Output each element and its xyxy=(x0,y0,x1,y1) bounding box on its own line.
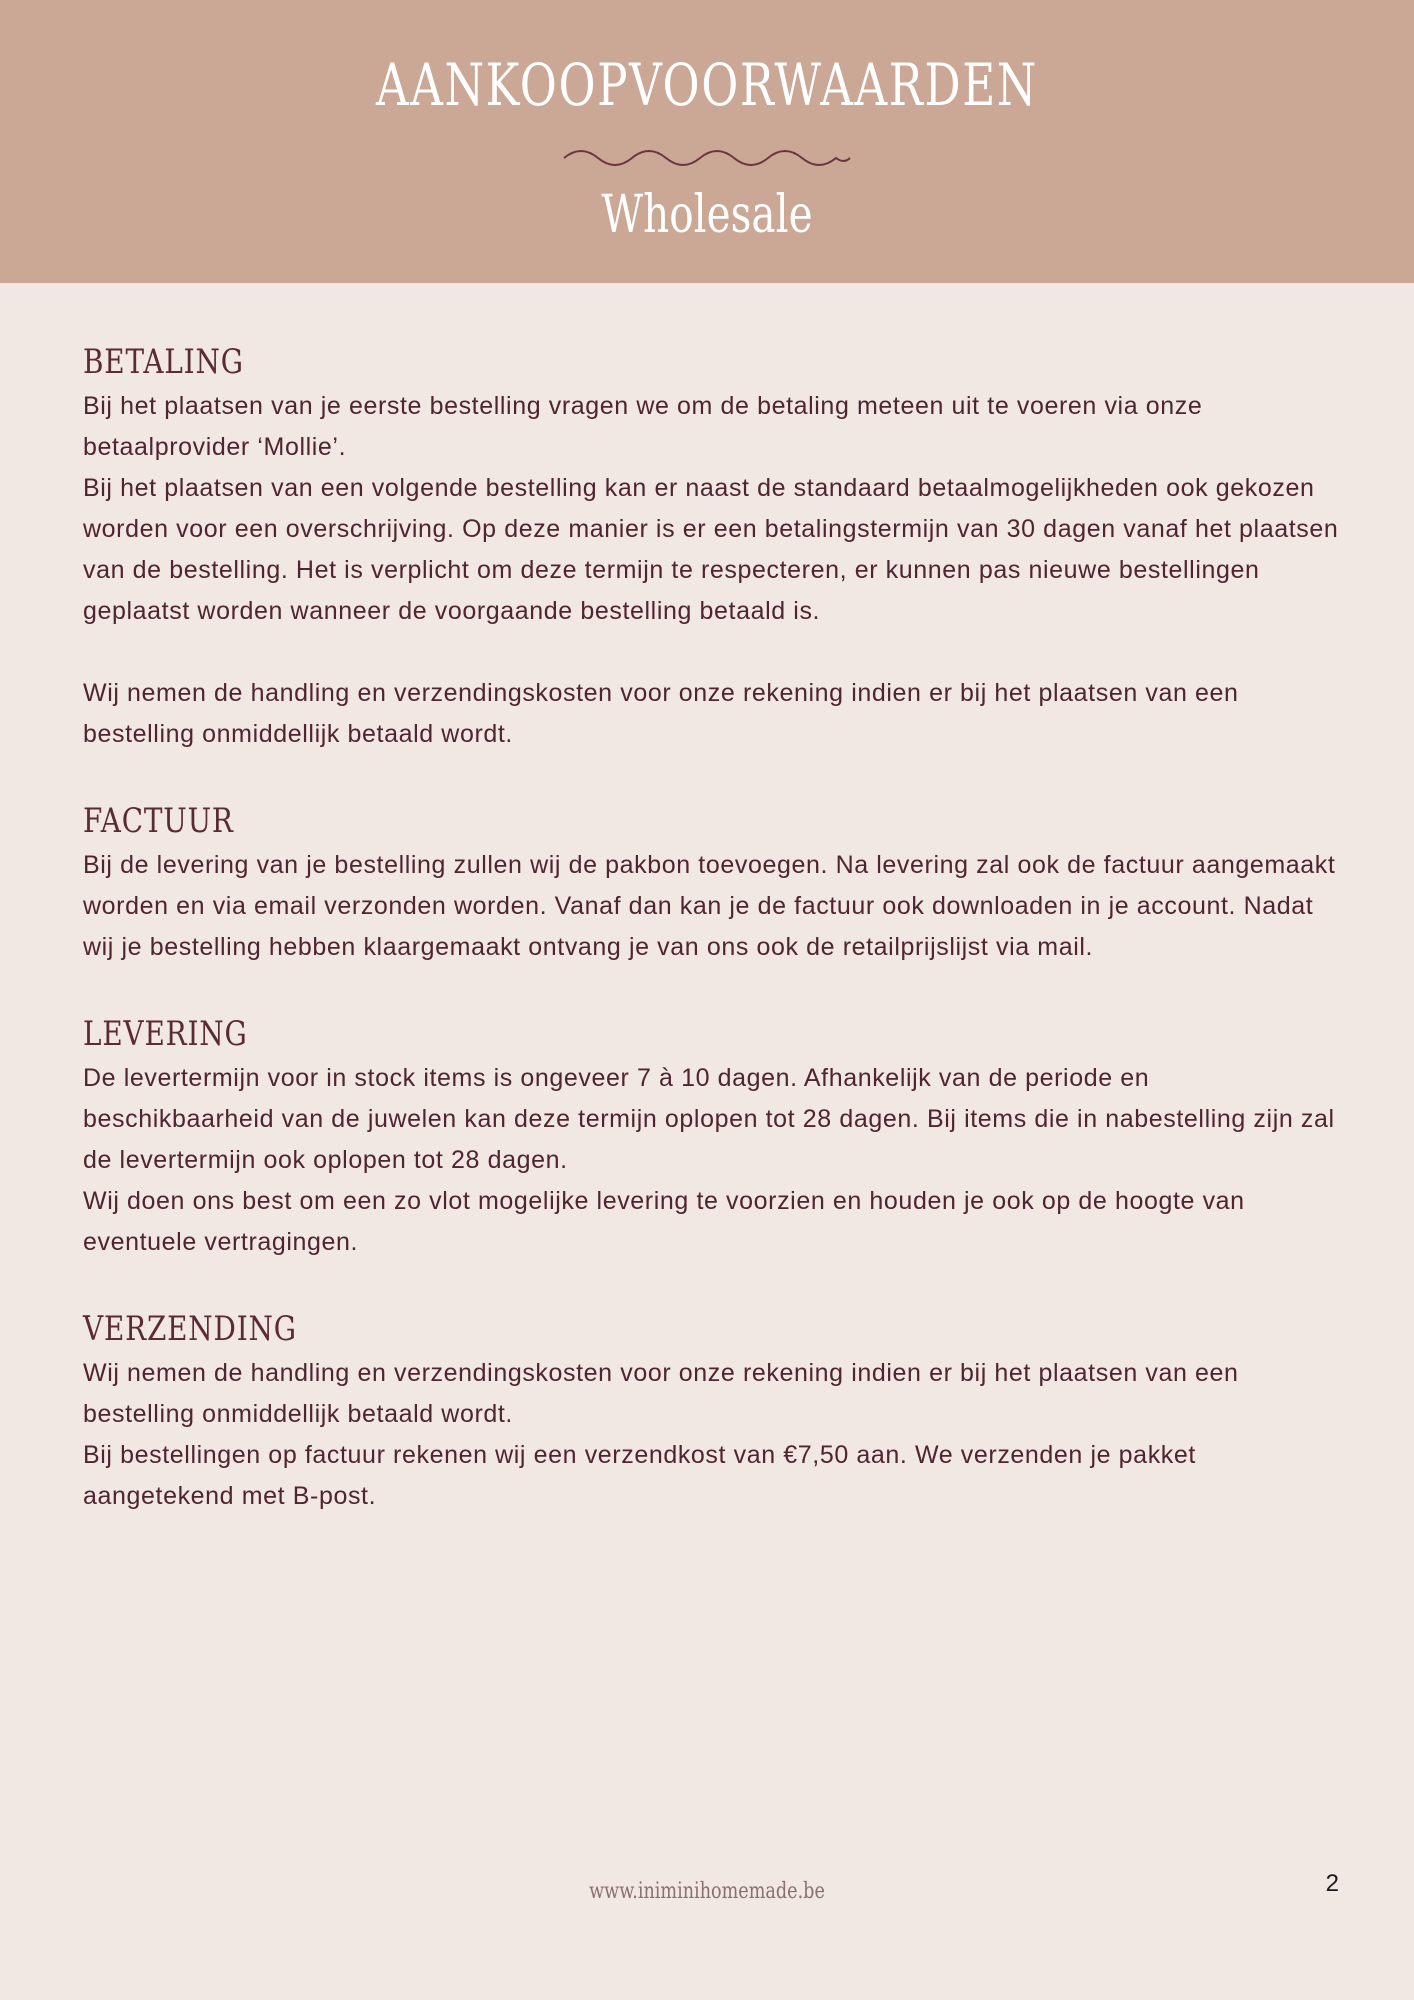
section-heading: BETALING xyxy=(83,342,244,382)
page-number: 2 xyxy=(1325,1870,1339,1897)
paragraph: Bij het plaatsen van je eerste bestelling vragen we om de betaling meteen uit te voeren via onze betaalprovider ‘Mollie’. xyxy=(83,392,1203,461)
paragraph: Wij doen ons best om een zo vlot mogelijke levering te voorzien en houden je ook op de hoogte van eventuele vertragingen. xyxy=(83,1187,1245,1256)
wave-divider-icon xyxy=(562,142,852,174)
website-link[interactable]: www.iniminihomemade.be xyxy=(589,1879,825,1904)
section-levering xyxy=(83,1012,1343,1263)
paragraph: Wij nemen de handling en verzendingskosten voor onze rekening indien er bij het plaatsen van een bestelling onmiddellijk betaald wordt. xyxy=(83,679,1239,748)
paragraph: Bij het plaatsen van een volgende bestelling kan er naast de standaard betaalmogelijkheden ook gekozen worden voor een overschrijving. Op deze manier is er een betalingstermijn van 30 dagen vanaf het plaatsen van de bestelling. Het is verplicht om deze termijn te respecteren, er kunnen pas nieuwe bestellingen geplaatst worden wanneer de voorgaande bestelling betaald is. xyxy=(83,474,1339,625)
document-title: AANKOOPVOORWAARDEN xyxy=(376,51,1038,119)
section-verzending xyxy=(83,1307,1343,1517)
section-heading: VERZENDING xyxy=(83,1309,297,1349)
section-betaling xyxy=(83,340,1343,755)
section-factuur xyxy=(83,799,1343,968)
section-heading: FACTUUR xyxy=(83,801,234,841)
document-subtitle: Wholesale xyxy=(601,185,813,245)
paragraph: De levertermijn voor in stock items is ongeveer 7 à 10 dagen. Afhankelijk van de periode en beschikbaarheid van de juwelen kan deze termijn oplopen tot 28 dagen. Bij items die in nabestelling zijn zal de levertermijn ook oplopen tot 28 dagen. xyxy=(83,1064,1335,1174)
terms-content xyxy=(83,340,1343,1561)
header-banner xyxy=(0,0,1414,283)
section-heading: LEVERING xyxy=(83,1014,248,1054)
paragraph: Wij nemen de handling en verzendingskosten voor onze rekening indien er bij het plaatsen van een bestelling onmiddellijk betaald wordt. xyxy=(83,1359,1239,1428)
paragraph: Bij bestellingen op factuur rekenen wij een verzendkost van €7,50 aan. We verzenden je pakket aangetekend met B-post. xyxy=(83,1441,1196,1510)
paragraph: Bij de levering van je bestelling zullen wij de pakbon toevoegen. Na levering zal ook de factuur aangemaakt worden en via email verzonden worden. Vanaf dan kan je de factuur ook downloaden in je account. Nadat wij je bestelling hebben klaargemaakt ontvang je van ons ook de retailprijslijst via mail. xyxy=(83,851,1336,961)
